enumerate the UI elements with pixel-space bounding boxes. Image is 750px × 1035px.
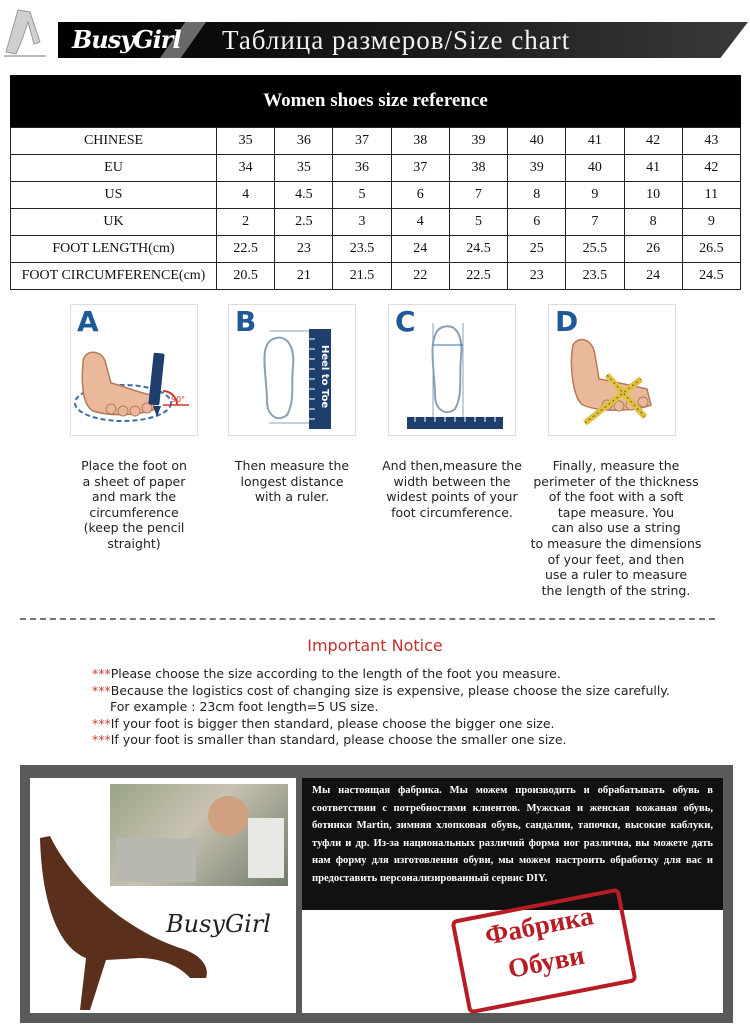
size-cell: 21 bbox=[275, 263, 333, 290]
stamp-line-2: Обуви bbox=[505, 939, 587, 984]
step-b-text bbox=[212, 458, 372, 505]
size-cell: 34 bbox=[217, 155, 275, 182]
heel-to-toe-label: Heel to Toe bbox=[319, 345, 330, 409]
table-row bbox=[11, 236, 741, 263]
step-text-line: width between the bbox=[393, 473, 511, 489]
step-text-line: Place the foot on bbox=[81, 458, 187, 473]
size-cell: 23.5 bbox=[333, 236, 391, 263]
table-row bbox=[11, 209, 741, 236]
size-cell: 5 bbox=[333, 182, 391, 209]
size-cell: 8 bbox=[508, 182, 566, 209]
angle-label: 90° bbox=[171, 395, 186, 404]
size-cell: 20.5 bbox=[217, 263, 275, 290]
size-table-heading: Women shoes size reference bbox=[10, 75, 741, 127]
notice-line bbox=[92, 683, 670, 698]
size-cell: 2 bbox=[217, 209, 275, 236]
size-cell: 42 bbox=[624, 128, 682, 155]
notice-line bbox=[92, 666, 561, 681]
size-cell: 3 bbox=[333, 209, 391, 236]
size-cell: 9 bbox=[682, 209, 740, 236]
size-cell: 39 bbox=[508, 155, 566, 182]
size-cell: 36 bbox=[333, 155, 391, 182]
step-text-line: widest points of your bbox=[386, 489, 518, 505]
size-cell: 36 bbox=[275, 128, 333, 155]
page-title: Таблица размеров/Size chart bbox=[222, 25, 571, 55]
high-heel-sketch-icon bbox=[0, 0, 50, 60]
step-b-letter: B bbox=[235, 305, 257, 338]
size-cell: 9 bbox=[566, 182, 624, 209]
size-cell: 43 bbox=[682, 128, 740, 155]
notice-text: For example : 23cm foot length=5 US size. bbox=[110, 699, 379, 714]
size-table bbox=[10, 127, 741, 290]
step-d-text bbox=[520, 458, 712, 598]
size-cell: 26 bbox=[624, 236, 682, 263]
size-cell: 37 bbox=[333, 128, 391, 155]
size-cell: 38 bbox=[391, 128, 449, 155]
size-cell: 10 bbox=[624, 182, 682, 209]
step-text-line: perimeter of the thickness bbox=[533, 473, 699, 489]
brand-logo: BusyGirl bbox=[72, 25, 181, 54]
row-label: FOOT CIRCUMFERENCE(cm) bbox=[11, 263, 217, 290]
size-cell: 8 bbox=[624, 209, 682, 236]
step-a-illustration bbox=[70, 304, 198, 436]
size-cell: 23 bbox=[275, 236, 333, 263]
size-cell: 22.5 bbox=[217, 236, 275, 263]
factory-brand-logo: BusyGirl bbox=[166, 910, 271, 938]
notice-stars: *** bbox=[92, 732, 111, 747]
row-label: EU bbox=[11, 155, 217, 182]
size-cell: 41 bbox=[624, 155, 682, 182]
size-cell: 24 bbox=[624, 263, 682, 290]
size-cell: 6 bbox=[508, 209, 566, 236]
step-text-line: longest distance bbox=[240, 473, 344, 489]
step-text-line: circumference bbox=[89, 504, 179, 520]
notice-stars: *** bbox=[92, 716, 111, 731]
notice-line bbox=[92, 716, 555, 731]
step-text-line: (keep the pencil bbox=[83, 520, 185, 536]
size-cell: 11 bbox=[682, 182, 740, 209]
factory-description: Мы настоящая фабрика. Мы можем производить и обрабатывать обувь в соответствии с потребностями клиентов. Мужская и женская кожаная обувь, ботинки Martin, зимняя хлопковая обувь, сандалии, тапочки, высокие каблуки, туфли и др. Из-за национальных различий форма ног различна, вы можете дать нам форму для изготовления обуви, мы можем настроить обработку для вас и предоставить персонализированный сервис DIY. bbox=[302, 778, 723, 910]
step-text-line: Then measure the bbox=[234, 458, 350, 473]
step-text-line: of your feet, and then bbox=[547, 551, 685, 567]
row-label: FOOT LENGTH(cm) bbox=[11, 236, 217, 263]
step-b-illustration bbox=[228, 304, 356, 436]
size-cell: 7 bbox=[566, 209, 624, 236]
step-text-line: Finally, measure the bbox=[552, 458, 680, 473]
factory-photo-panel bbox=[30, 778, 296, 1013]
size-cell: 22 bbox=[391, 263, 449, 290]
step-text-line: foot circumference. bbox=[391, 504, 513, 520]
stamp-line-1: Фабрика bbox=[482, 900, 596, 951]
notice-title: Important Notice bbox=[307, 636, 443, 655]
table-row bbox=[11, 263, 741, 290]
size-cell: 25 bbox=[508, 236, 566, 263]
step-a-letter: A bbox=[77, 305, 99, 338]
size-cell: 37 bbox=[391, 155, 449, 182]
step-c-text bbox=[372, 458, 532, 520]
step-c-letter: C bbox=[395, 305, 416, 338]
factory-workers-photo bbox=[110, 784, 288, 886]
row-label: US bbox=[11, 182, 217, 209]
table-row bbox=[11, 155, 741, 182]
table-row bbox=[11, 128, 741, 155]
size-cell: 35 bbox=[217, 128, 275, 155]
size-cell: 6 bbox=[391, 182, 449, 209]
notice-text: Because the logistics cost of changing size is expensive, please choose the size carefully. bbox=[110, 683, 670, 698]
step-text-line: the length of the string. bbox=[541, 582, 691, 598]
step-text-line: and mark the bbox=[91, 489, 177, 505]
size-cell: 22.5 bbox=[449, 263, 507, 290]
size-cell: 5 bbox=[449, 209, 507, 236]
step-text-line: straight) bbox=[107, 535, 161, 551]
step-a-text bbox=[54, 458, 214, 552]
size-cell: 41 bbox=[566, 128, 624, 155]
step-text-line: And then,measure the bbox=[382, 458, 522, 473]
size-cell: 4 bbox=[391, 209, 449, 236]
table-row bbox=[11, 182, 741, 209]
notice-text: If your foot is bigger then standard, please choose the bigger one size. bbox=[110, 716, 555, 731]
size-cell: 25.5 bbox=[566, 236, 624, 263]
section-divider bbox=[20, 618, 715, 620]
size-cell: 40 bbox=[566, 155, 624, 182]
size-cell: 4.5 bbox=[275, 182, 333, 209]
notice-stars: *** bbox=[92, 666, 111, 681]
step-d-letter: D bbox=[555, 305, 579, 338]
size-cell: 24.5 bbox=[682, 263, 740, 290]
size-cell: 39 bbox=[449, 128, 507, 155]
step-d-illustration bbox=[548, 304, 676, 436]
notice-line bbox=[92, 732, 567, 747]
notice-text: Please choose the size according to the length of the foot you measure. bbox=[110, 666, 561, 681]
size-cell: 24 bbox=[391, 236, 449, 263]
size-cell: 23.5 bbox=[566, 263, 624, 290]
size-cell: 4 bbox=[217, 182, 275, 209]
step-text-line: with a ruler. bbox=[254, 489, 330, 505]
step-text-line: of the foot with a soft bbox=[548, 489, 684, 505]
row-label: UK bbox=[11, 209, 217, 236]
size-cell: 40 bbox=[508, 128, 566, 155]
size-cell: 26.5 bbox=[682, 236, 740, 263]
size-cell: 24.5 bbox=[449, 236, 507, 263]
step-text-line: to measure the dimensions bbox=[530, 535, 702, 551]
row-label: CHINESE bbox=[11, 128, 217, 155]
step-text-line: tape measure. You bbox=[557, 504, 675, 520]
notice-line bbox=[110, 699, 378, 714]
size-cell: 38 bbox=[449, 155, 507, 182]
step-text-line: use a ruler to measure bbox=[544, 567, 688, 583]
size-cell: 7 bbox=[449, 182, 507, 209]
notice-stars: *** bbox=[92, 683, 111, 698]
step-text-line: a sheet of paper bbox=[82, 473, 186, 489]
size-cell: 23 bbox=[508, 263, 566, 290]
size-cell: 35 bbox=[275, 155, 333, 182]
size-cell: 21.5 bbox=[333, 263, 391, 290]
size-cell: 42 bbox=[682, 155, 740, 182]
header-banner bbox=[0, 0, 750, 72]
step-c-illustration bbox=[388, 304, 516, 436]
step-text-line: can also use a string bbox=[551, 520, 681, 536]
notice-text: If your foot is smaller than standard, please choose the smaller one size. bbox=[110, 732, 567, 747]
size-cell: 2.5 bbox=[275, 209, 333, 236]
